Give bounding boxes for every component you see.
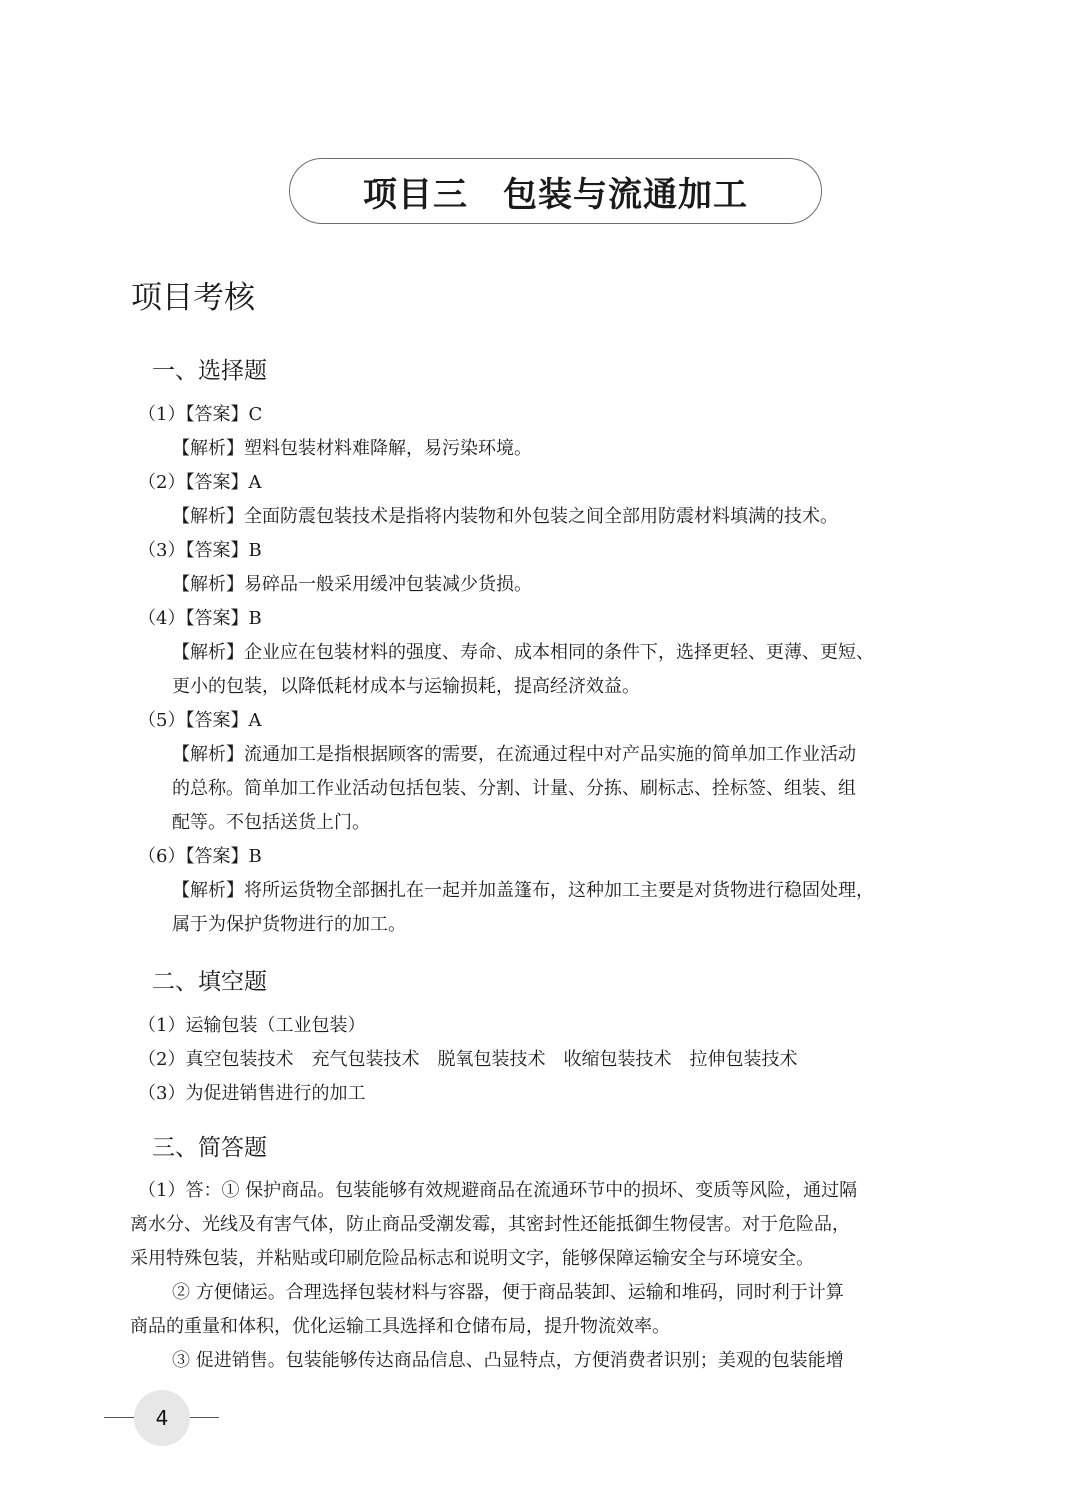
paragraph-line: 采用特殊包装，并粘贴或印刷危险品标志和说明文字，能够保障运输安全与环境安全。 <box>130 1248 814 1269</box>
fill-item: （3）为促进销售进行的加工 <box>138 1083 366 1104</box>
analysis-line: 属于为保护货物进行的加工。 <box>172 914 406 935</box>
fill-item: （1）运输包装（工业包装） <box>138 1015 366 1036</box>
analysis-line: 配等。不包括送货上门。 <box>172 812 370 833</box>
answer-line: （2）【答案】A <box>138 472 262 493</box>
short-heading: 三、简答题 <box>152 1135 267 1161</box>
fill-list <box>130 1009 972 1111</box>
paragraph-line: 商品的重量和体积，优化运输工具选择和仓储布局，提升物流效率。 <box>130 1316 670 1337</box>
analysis-block <box>130 874 972 942</box>
analysis-line: 【解析】将所运货物全部捆扎在一起并加盖篷布，这种加工主要是对货物进行稳固处理， <box>172 880 874 901</box>
analysis-block <box>130 636 972 704</box>
footer-rule-left <box>104 1417 136 1418</box>
choice-list <box>130 398 972 942</box>
answer-line: （6）【答案】B <box>138 846 262 867</box>
answer-line: （1）【答案】C <box>138 404 263 425</box>
page-number: 4 <box>134 1390 190 1446</box>
answer-line: （5）【答案】A <box>138 710 262 731</box>
analysis-line: 【解析】企业应在包装材料的强度、寿命、成本相同的条件下，选择更轻、更薄、更短、 <box>172 642 874 663</box>
choice-heading: 一、选择题 <box>152 358 267 384</box>
analysis-line: 【解析】塑料包装材料难降解，易污染环境。 <box>172 438 532 459</box>
paragraph-line: 离水分、光线及有害气体，防止商品受潮发霉，其密封性还能抵御生物侵害。对于危险品， <box>130 1214 850 1235</box>
section-title: 项目考核 <box>131 280 255 316</box>
short-answer <box>130 1174 972 1378</box>
analysis-line: 的总称。简单加工作业活动包括包装、分割、计量、分拣、刷标志、拴标签、组装、组 <box>172 778 856 799</box>
paragraph-line: ② 方便储运。合理选择包装材料与容器，便于商品装卸、运输和堆码，同时利于计算 <box>172 1282 844 1303</box>
analysis-line: 【解析】易碎品一般采用缓冲包装减少货损。 <box>172 574 532 595</box>
answer-line: （3）【答案】B <box>138 540 262 561</box>
fill-item: （2）真空包装技术 充气包装技术 脱氧包装技术 收缩包装技术 拉伸包装技术 <box>138 1049 798 1070</box>
chapter-title: 项目三 包装与流通加工 <box>363 174 748 215</box>
analysis-line: 【解析】全面防震包装技术是指将内装物和外包装之间全部用防震材料填满的技术。 <box>172 506 838 527</box>
answer-line: （4）【答案】B <box>138 608 262 629</box>
chapter-title-box <box>289 158 822 224</box>
footer-rule-right <box>189 1417 219 1418</box>
analysis-line: 更小的包装，以降低耗材成本与运输损耗，提高经济效益。 <box>172 676 640 697</box>
paragraph-line: （1）答：① 保护商品。包装能够有效规避商品在流通环节中的损坏、变质等风险，通过隔 <box>138 1180 858 1201</box>
analysis-line: 【解析】流通加工是指根据顾客的需要，在流通过程中对产品实施的简单加工作业活动 <box>172 744 856 765</box>
paragraph-line: ③ 促进销售。包装能够传达商品信息、凸显特点，方便消费者识别；美观的包装能增 <box>172 1350 844 1371</box>
analysis-block <box>130 738 972 840</box>
fill-heading: 二、填空题 <box>152 969 267 995</box>
